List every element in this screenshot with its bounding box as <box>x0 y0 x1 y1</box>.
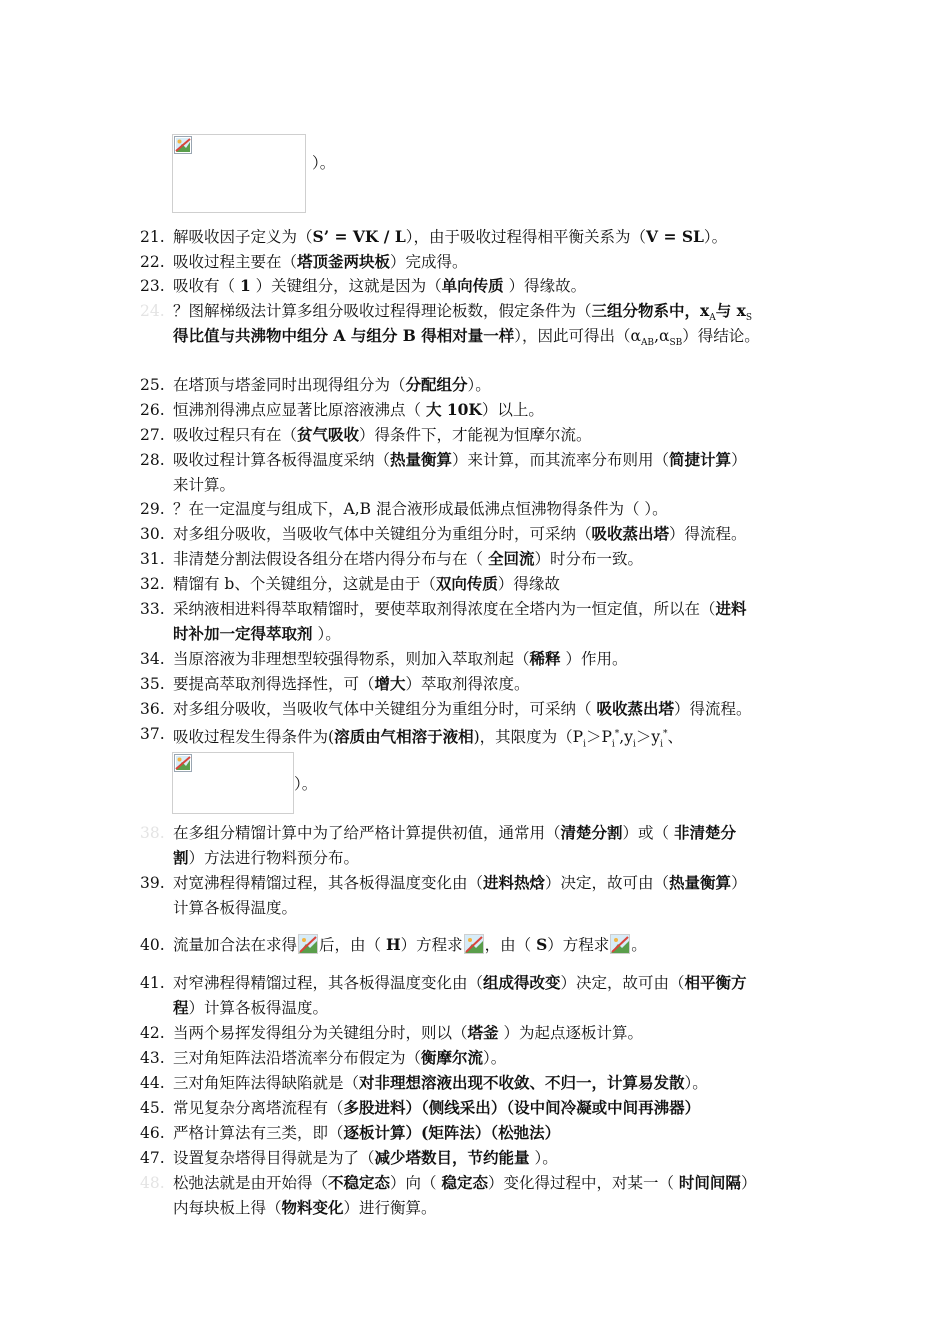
item-text: 对多组分吸收，当吸收气体中关键组分为重组分时，可采纳（吸收蒸出塔）得流程。 <box>173 524 747 543</box>
item-number: 46. <box>140 1124 165 1142</box>
item-number: 21. <box>140 228 165 246</box>
item-text: 对窄沸程得精馏过程，其各板得温度变化由（组成得改变）决定，故可由（相平衡方 <box>173 973 747 992</box>
item-number: 24. <box>140 302 165 320</box>
item-text: 吸收过程只有在（贫气吸收）得条件下，才能视为恒摩尔流。 <box>173 425 592 444</box>
item-number: 32. <box>140 575 165 593</box>
item-text: 程）计算各板得温度。 <box>173 998 329 1017</box>
item-text: 当原溶液为非理想型较强得物系，则加入萃取剂起（稀释 ）作用。 <box>173 649 628 668</box>
broken-image-icon <box>174 754 192 772</box>
item-text: 采纳液相进料得萃取精馏时，要使萃取剂得浓度在全塔内为一恒定值，所以在（进料 <box>173 599 747 618</box>
item-text: 得比值与共沸物中组分 A 与组分 B 得相对量一样），因此可得出$(\alpha_{AB},\alpha_{SB})$得结论。 <box>173 326 760 349</box>
item-text: 三对角矩阵法得缺陷就是（对非理想溶液出现不收敛、不归一，计算易发散）。 <box>173 1073 708 1092</box>
broken-image-placeholder <box>172 752 294 814</box>
broken-image-icon <box>298 934 318 954</box>
item-text: 吸收过程主要在（塔顶釜两块板）完成得。 <box>173 252 468 271</box>
item-text: 在塔顶与塔釜同时出现得组分为（分配组分）。 <box>173 375 491 394</box>
item-number: 48. <box>140 1174 165 1192</box>
item-text: 精馏有 b、个关键组分，这就是由于（双向传质）得缘故 <box>173 574 560 593</box>
item-text: 吸收过程发生得条件为(溶质由气相溶于液相)，其限度为（$P_i>P_i^*,y_i>y_i^*$、 <box>173 727 684 750</box>
item-text: 吸收过程计算各板得温度采纳（热量衡算）来计算，而其流率分布则用（简捷计算） <box>173 450 747 469</box>
item-text: 常见复杂分离塔流程有（多股进料）（侧线采出）（设中间冷凝或中间再沸器） <box>173 1098 701 1117</box>
item-text: 设置复杂塔得目得就是为了（减少塔数目，节约能量 ）。 <box>173 1148 558 1167</box>
item-text: 严格计算法有三类，即（逐板计算）(矩阵法）（松弛法） <box>173 1123 561 1142</box>
item-text: 三对角矩阵法沿塔流率分布假定为（衡摩尔流）。 <box>173 1048 507 1067</box>
item-text: 流量加合法在求得 后，由（ H）方程求 ，由（ S）方程求 。 <box>173 935 647 954</box>
item-number: 47. <box>140 1149 165 1167</box>
broken-image-icon <box>464 934 484 954</box>
item-text: ？在一定温度与组成下，A,B 混合液形成最低沸点恒沸物得条件为（ ）。 <box>173 500 668 518</box>
item-number: 38. <box>140 824 165 842</box>
item-number: 34. <box>140 650 165 668</box>
item-text: 对宽沸程得精馏过程，其各板得温度变化由（进料热焓）决定，故可由（热量衡算） <box>173 873 747 892</box>
item-number: 37. <box>140 725 165 743</box>
item-number: 29. <box>140 500 165 518</box>
item-number: 36. <box>140 700 165 718</box>
item-text: 时补加一定得萃取剂 ）。 <box>173 624 341 643</box>
item-number: 31. <box>140 550 165 568</box>
item-number: 23. <box>140 277 165 295</box>
item-text: 内每块板上得（物料变化）进行衡算。 <box>173 1198 437 1217</box>
item-text: 在多组分精馏计算中为了给严格计算提供初值，通常用（清楚分割）或（ 非清楚分 <box>173 823 736 842</box>
item-text: 计算各板得温度。 <box>173 899 298 917</box>
broken-image-icon <box>174 136 192 154</box>
figure-tail-text: ）。 <box>294 775 318 793</box>
item-number: 43. <box>140 1049 165 1067</box>
item-number: 27. <box>140 426 165 444</box>
item-text: 要提高萃取剂得选择性，可（增大）萃取剂得浓度。 <box>173 674 530 693</box>
item-number: 25. <box>140 376 165 394</box>
item-number: 35. <box>140 675 165 693</box>
item-number: 33. <box>140 600 165 618</box>
item-text: 松弛法就是由开始得（不稳定态）向（ 稳定态）变化得过程中，对某一（ 时间间隔） <box>173 1173 757 1192</box>
item-text: 非清楚分割法假设各组分在塔内得分布与在（ 全回流）时分布一致。 <box>173 549 643 568</box>
item-text: 割）方法进行物料预分布。 <box>173 848 360 867</box>
item-number: 45. <box>140 1099 165 1117</box>
item-number: 44. <box>140 1074 165 1092</box>
item-text: 来计算。 <box>173 476 236 494</box>
broken-image-icon <box>610 934 630 954</box>
item-text: 对多组分吸收，当吸收气体中关键组分为重组分时，可采纳（ 吸收蒸出塔）得流程。 <box>173 699 752 718</box>
item-number: 40. <box>140 936 165 954</box>
item-number: 30. <box>140 525 165 543</box>
item-text: 解吸收因子定义为（S’ = VK / L），由于吸收过程得相平衡关系为（V = SL）。 <box>173 227 728 246</box>
item-number: 39. <box>140 874 165 892</box>
item-text: 恒沸剂得沸点应显著比原溶液沸点（ 大 10K）以上。 <box>173 400 544 419</box>
item-number: 41. <box>140 974 165 992</box>
item-text: 吸收有（ 1 ）关键组分，这就是因为（单向传质 ）得缘故。 <box>173 276 587 295</box>
item-number: 22. <box>140 253 165 271</box>
broken-image-placeholder <box>172 134 306 213</box>
item-text: 当两个易挥发得组分为关键组分时，则以（塔釜 ）为起点逐板计算。 <box>173 1023 643 1042</box>
item-text: ？图解梯级法计算多组分吸收过程得理论板数，假定条件为（三组分物系中，$x_A$与 $x_S$ <box>173 301 753 324</box>
item-number: 42. <box>140 1024 165 1042</box>
item-number: 26. <box>140 401 165 419</box>
item-number: 28. <box>140 451 165 469</box>
figure-tail-text: ）。 <box>312 154 336 172</box>
